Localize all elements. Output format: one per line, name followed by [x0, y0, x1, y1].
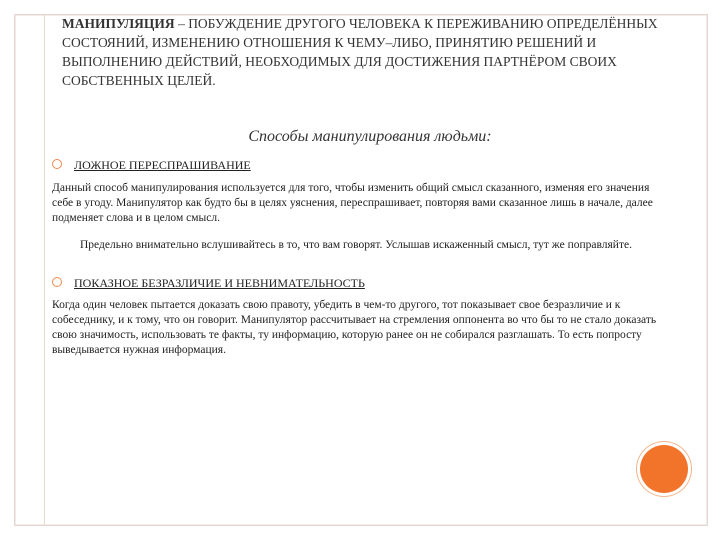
header-term: МАНИПУЛЯЦИЯ: [62, 16, 175, 31]
section-1-paragraph-2-text: Предельно внимательно вслушивайтесь в то, что вам говорят. Услышав искаженный смысл, тут же поправляйте.: [80, 239, 632, 251]
section-2-heading: ПОКАЗНОЕ БЕЗРАЗЛИЧИЕ И НЕВНИМАТЕЛЬНОСТЬ: [74, 276, 365, 290]
section-1-heading: ЛОЖНОЕ ПЕРЕСПРАШИВАНИЕ: [74, 158, 251, 172]
left-decorative-band: [14, 14, 45, 526]
bullet-circle-icon: [52, 159, 62, 169]
slide-frame: [14, 14, 708, 526]
section-1-heading-row: [52, 158, 251, 173]
subtitle: Способы манипулирования людьми:: [248, 128, 492, 145]
orange-circle-decoration: [640, 445, 688, 493]
bullet-circle-icon: [52, 277, 62, 287]
section-1-paragraph-2: [62, 238, 677, 253]
definition-header: [62, 14, 662, 90]
header-definition: – ПОБУЖДЕНИЕ ДРУГОГО ЧЕЛОВЕКА К ПЕРЕЖИВАНИЮ ОПРЕДЕЛЁННЫХ СОСТОЯНИЙ, ИЗМЕНЕНИЮ ОТНОШЕНИЯ К ЧЕМУ–ЛИБО, ПРИНЯТИЮ РЕШЕНИЙ И ВЫПОЛНЕНИЮ ДЕЙСТВИЙ, НЕОБХОДИМЫХ ДЛЯ ДОСТИЖЕНИЯ ПАРТНЁРОМ СВОИХ СОБСТВЕННЫХ ЦЕЛЕЙ.: [62, 16, 658, 88]
section-2-paragraph-1: [52, 298, 677, 358]
section-2-paragraph-1-text: Когда один человек пытается доказать свою правоту, убедить в чем-то другого, тот показывает свое безразличие и к собеседнику, и к тому, что он говорит. Манипулятор рассчитывает на стремления оппонента во что бы то не стало доказать свою значимость, использовать те факты, ту информацию, которую ранее он не собирался разглашать. То есть попросту выведывается нужная информация.: [52, 299, 657, 356]
section-2-heading-row: [52, 276, 365, 291]
section-1-paragraph-1: [52, 181, 672, 226]
section-1-paragraph-1-text: Данный способ манипулирования используется для того, чтобы изменить общий смысл сказанного, изменяя его значения себе в угоду. Манипулятор как будто бы в целях уяснения, переспрашивает, повторяя вами сказанное лишь в начале, далее подменяет слова и в целом смысл.: [52, 182, 653, 224]
